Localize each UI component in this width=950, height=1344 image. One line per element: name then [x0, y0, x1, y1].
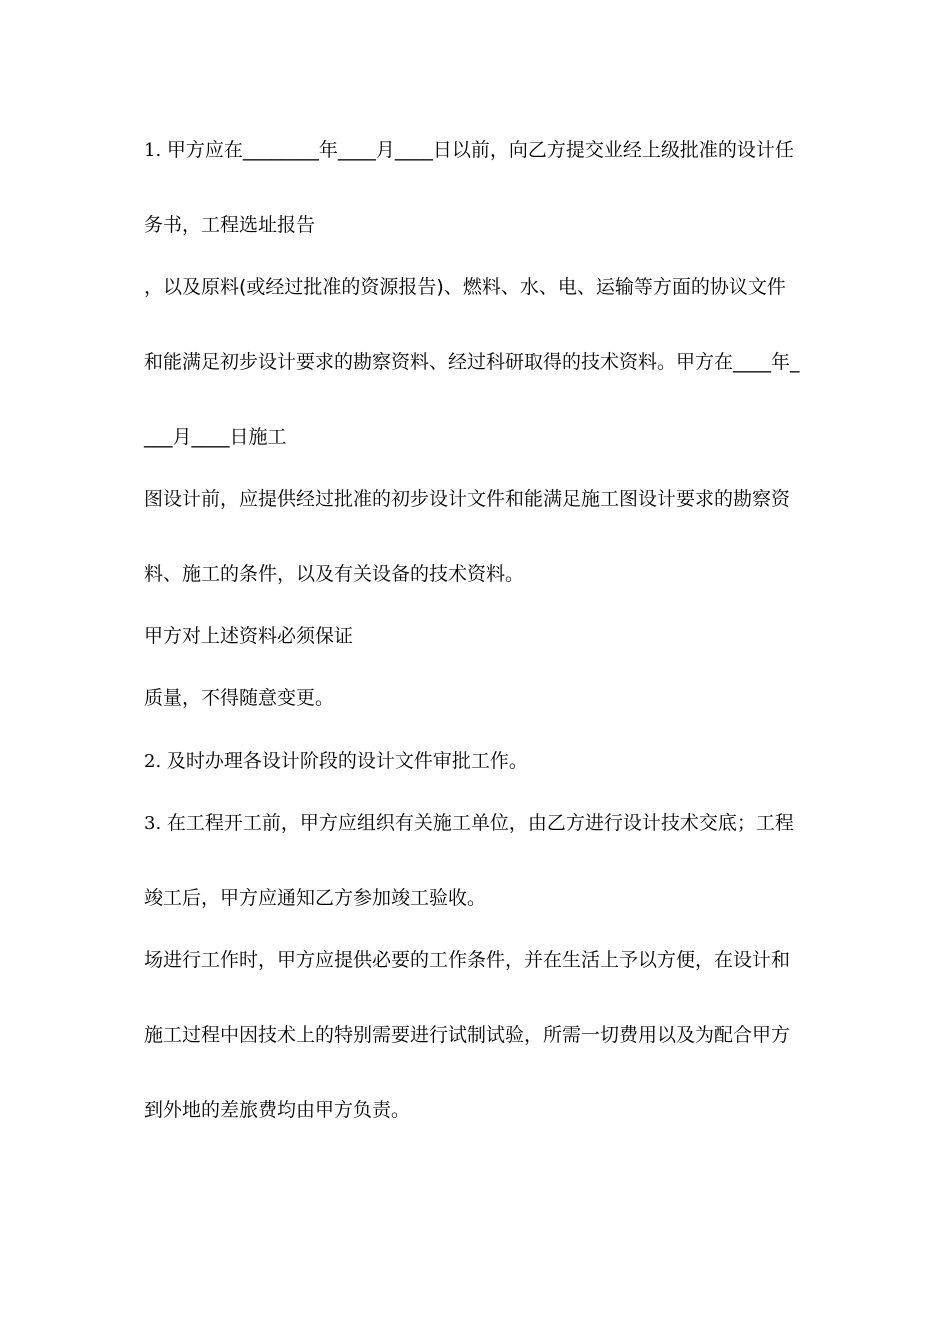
- paragraph-line: [144, 749, 528, 774]
- item-number: 1.: [144, 140, 167, 161]
- paragraph-line: 施工过程中因技术上的特别需要进行试制试验，所需一切费用以及为配合甲方: [144, 1024, 791, 1046]
- paragraph-line: 和能满足初步设计要求的勘察资料、经过科研取得的技术资料。甲方在____年_: [144, 351, 800, 373]
- paragraph-line: [144, 138, 794, 163]
- paragraph-line: ，以及原料(或经过批准的资源报告)、燃料、水、电、运输等方面的协议文件: [144, 276, 786, 298]
- line-text: 甲方应在________年____月____日以前，向乙方提交业经上级批准的设计任: [166, 139, 794, 161]
- paragraph-line: 图设计前，应提供经过批准的初步设计文件和能满足施工图设计要求的勘察资: [144, 488, 791, 510]
- paragraph-line: ___月____日施工: [144, 426, 287, 448]
- paragraph-line: 务书，工程选址报告: [144, 214, 316, 236]
- paragraph-line: 甲方对上述资料必须保证: [144, 625, 354, 647]
- item-number: 3.: [144, 813, 167, 834]
- line-text: 及时办理各设计阶段的设计文件审批工作。: [166, 750, 528, 772]
- item-number: 2.: [144, 751, 167, 772]
- paragraph-line: 竣工后，甲方应通知乙方参加竣工验收。: [144, 887, 487, 909]
- paragraph-line: 料、施工的条件，以及有关设备的技术资料。: [144, 563, 525, 585]
- paragraph-line: 质量，不得随意变更。: [144, 687, 335, 709]
- line-text: 在工程开工前，甲方应组织有关施工单位，由乙方进行设计技术交底；工程: [166, 812, 794, 834]
- paragraph-line: 到外地的差旅费均由甲方负责。: [144, 1099, 411, 1121]
- paragraph-line: 场进行工作时，甲方应提供必要的工作条件，并在生活上予以方便，在设计和: [144, 949, 791, 971]
- paragraph-line: [144, 811, 794, 836]
